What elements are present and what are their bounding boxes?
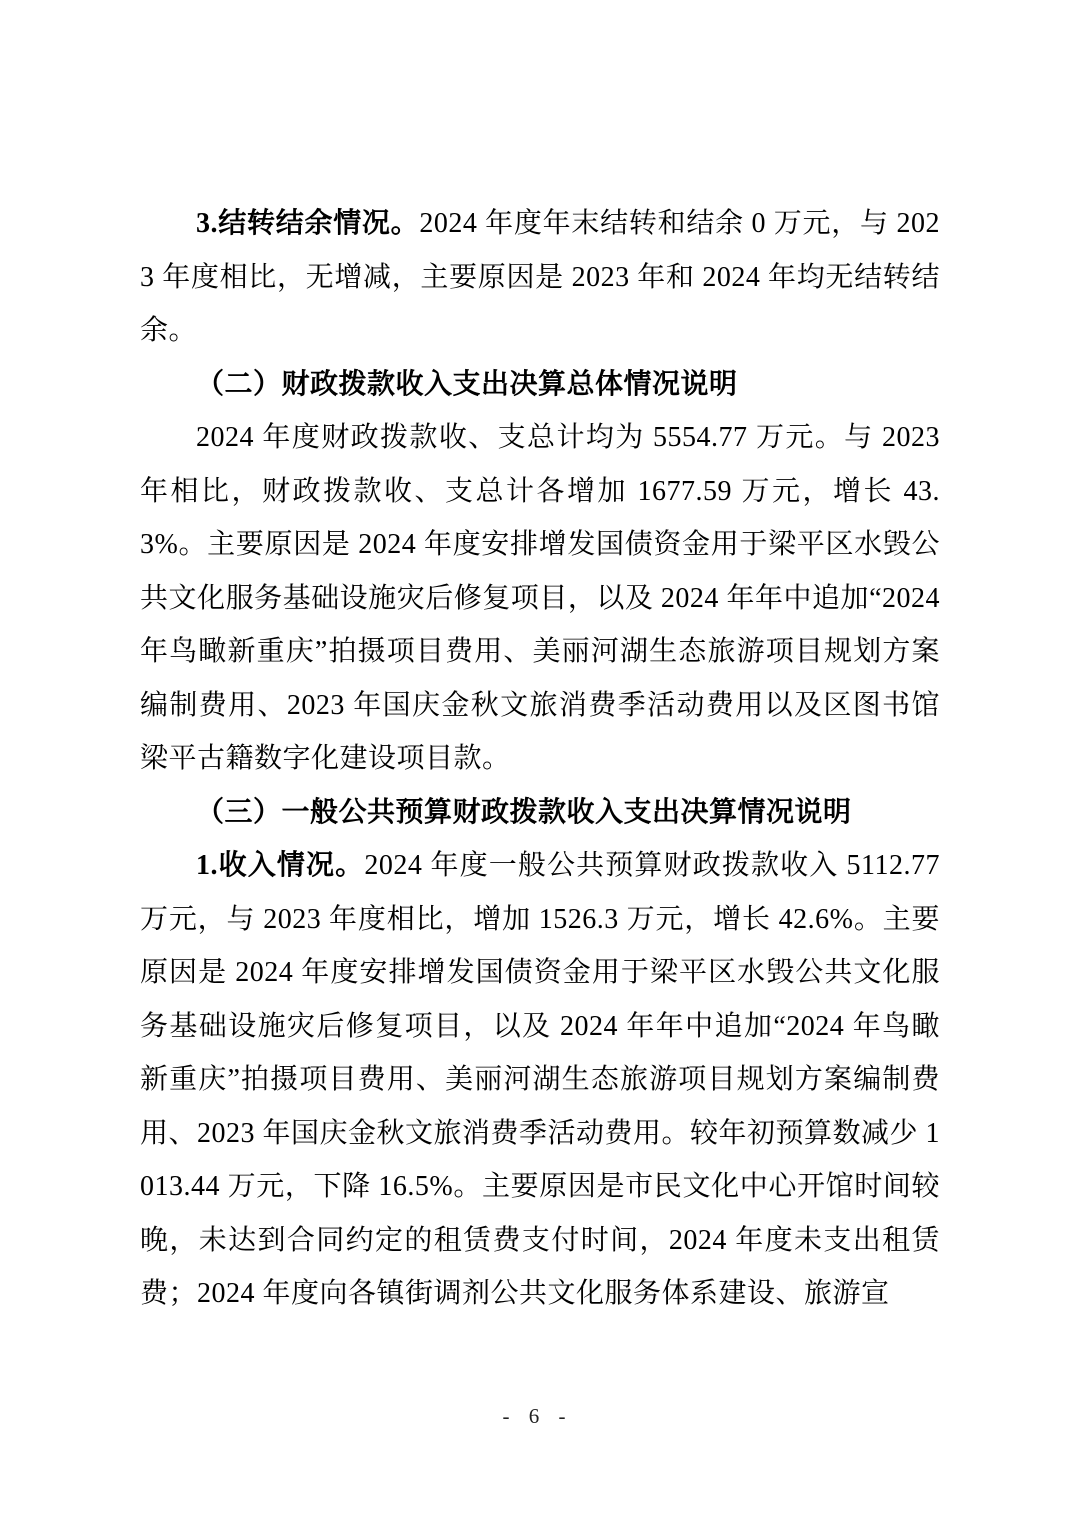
paragraph-text-carryover: 2024 年度年末结转和结余 0 万元，与 2023 年度相比，无增减，主要原因是 2023 年和 2024 年均无结转结余。	[140, 208, 940, 346]
paragraph-fiscal-appropriation-detail: 2024 年度财政拨款收、支总计均为 5554.77 万元。与 2023 年相比，财政拨款收、支总计各增加 1677.59 万元，增长 43.3%。主要原因是 2024 年度安排增发国债资金用于梁平区水毁公共文化服务基础设施灾后修复项目，以及 2024 年年中追加“2024 年鸟瞰新重庆”拍摄项目费用、美丽河湖生态旅游项目规划方案编制费用、2023 年国庆金秋文旅消费季活动费用以及区图书馆梁平古籍数字化建设项目款。	[140, 422, 940, 774]
paragraph-carryover-balance	[140, 197, 940, 358]
paragraph-text-income: 2024 年度一般公共预算财政拨款收入 5112.77 万元，与 2023 年度相比，增加 1526.3 万元，增长 42.6%。主要原因是 2024 年度安排增发国债资金用于梁平区水毁公共文化服务基础设施灾后修复项目，以及 2024 年年中追加“2024 年鸟瞰新重庆”拍摄项目费用、美丽河湖生态旅游项目规划方案编制费用、2023 年国庆金秋文旅消费季活动费用。较年初预算数减少 1013.44 万元，下降 16.5%。主要原因是市民文化中心开馆时间较晚，未达到合同约定的租赁费支付时间，2024 年度未支出租赁费；2024 年度向各镇街调剂公共文化服务体系建设、旅游宣	[140, 850, 941, 1309]
section-heading-general-public-budget: （三）一般公共预算财政拨款收入支出决算情况说明	[196, 796, 852, 828]
paragraph-lead-carryover: 3.结转结余情况。	[196, 208, 420, 239]
section-heading-fiscal-appropriation-overview: （二）财政拨款收入支出决算总体情况说明	[196, 368, 738, 400]
paragraph-income-situation	[140, 839, 940, 1321]
page-number: - 6 -	[502, 1404, 573, 1428]
paragraph-lead-income: 1.收入情况。	[196, 850, 365, 881]
document-content	[140, 197, 940, 1321]
